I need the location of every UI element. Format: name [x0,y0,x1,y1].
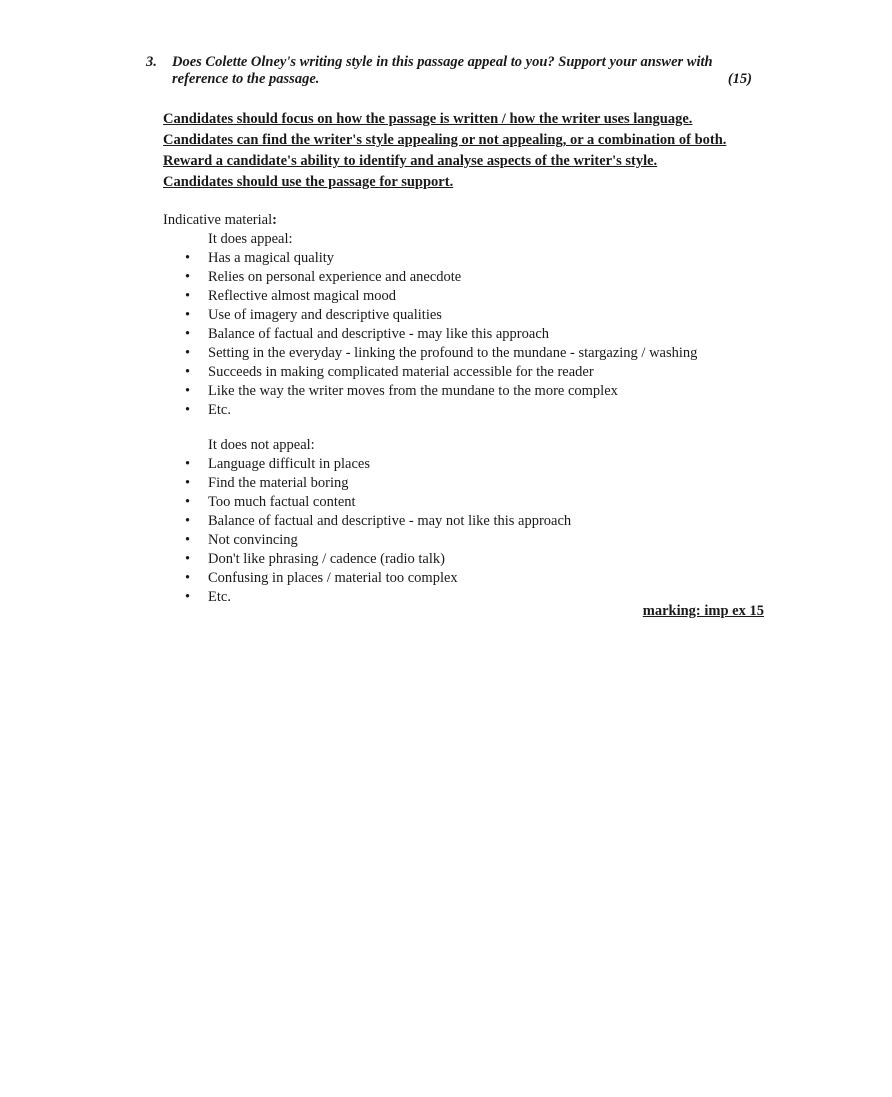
not-appeal-list [163,455,697,607]
list-item-text: Use of imagery and descriptive qualities [208,307,442,323]
marking-guidance [163,109,726,193]
list-item [163,531,697,550]
not-appeal-heading: It does not appeal: [208,437,315,453]
list-item-text: Too much factual content [208,494,356,510]
list-item [163,363,697,382]
indicative-heading-text: Indicative material [163,212,273,228]
list-item [163,382,697,401]
guidance-line: Candidates should focus on how the passage is written / how the writer uses language. [163,111,693,127]
question-text [172,54,758,88]
bullet-icon: • [185,532,191,548]
question-number: 3. [146,54,157,70]
list-item-text: Etc. [208,589,231,605]
bullet-icon: • [185,456,191,472]
section-spacer [163,420,697,436]
list-item [163,344,697,363]
list-item [163,306,697,325]
bullet-icon: • [185,269,191,285]
guidance-line: Reward a candidate's ability to identify and analyse aspects of the writer's style. [163,153,658,169]
question-marks: (15) [727,71,752,87]
list-item [163,287,697,306]
bullet-icon: • [185,364,191,380]
list-item-text: Relies on personal experience and anecdote [208,269,462,285]
list-item [163,401,697,420]
list-item-text: Reflective almost magical mood [208,288,397,304]
bullet-icon: • [185,307,191,323]
appeal-list [163,249,697,420]
list-item-text: Confusing in places / material too complex [208,570,458,586]
list-item [163,588,697,607]
list-item-text: Find the material boring [208,475,349,491]
list-item [163,268,697,287]
bullet-icon: • [185,383,191,399]
list-item [163,455,697,474]
indicative-heading-colon: : [272,212,277,228]
appeal-heading: It does appeal: [208,231,293,247]
bullet-icon: • [185,326,191,342]
list-item-text: Setting in the everyday - linking the profound to the mundane - stargazing / washing [208,345,698,361]
list-item-text: Etc. [208,402,231,418]
list-item [163,569,697,588]
list-item-text: Succeeds in making complicated material accessible for the reader [208,364,594,380]
bullet-icon: • [185,570,191,586]
list-item [163,474,697,493]
indicative-material [163,211,697,607]
list-item-text: Not convincing [208,532,298,548]
bullet-icon: • [185,475,191,491]
list-item [163,493,697,512]
bullet-icon: • [185,288,191,304]
list-item [163,550,697,569]
bullet-icon: • [185,551,191,567]
question-line-1: Does Colette Olney's writing style in this passage appeal to you? Support your answer with [172,54,713,70]
list-item [163,512,697,531]
indicative-heading [163,211,697,230]
list-item-text: Balance of factual and descriptive - may like this approach [208,326,550,342]
marking-note: marking: imp ex 15 [642,603,764,619]
guidance-line: Candidates should use the passage for support. [163,174,454,190]
list-item-text: Language difficult in places [208,456,370,472]
list-item-text: Don't like phrasing / cadence (radio talk) [208,551,445,567]
bullet-icon: • [185,494,191,510]
guidance-line: Candidates can find the writer's style appealing or not appealing, or a combination of both. [163,132,727,148]
list-item [163,325,697,344]
question-line-2: reference to the passage. [172,71,320,87]
list-item-text: Like the way the writer moves from the mundane to the more complex [208,383,618,399]
bullet-icon: • [185,345,191,361]
bullet-icon: • [185,250,191,266]
bullet-icon: • [185,589,191,605]
list-item [163,249,697,268]
list-item-text: Has a magical quality [208,250,335,266]
list-item-text: Balance of factual and descriptive - may not like this approach [208,513,572,529]
bullet-icon: • [185,402,191,418]
bullet-icon: • [185,513,191,529]
